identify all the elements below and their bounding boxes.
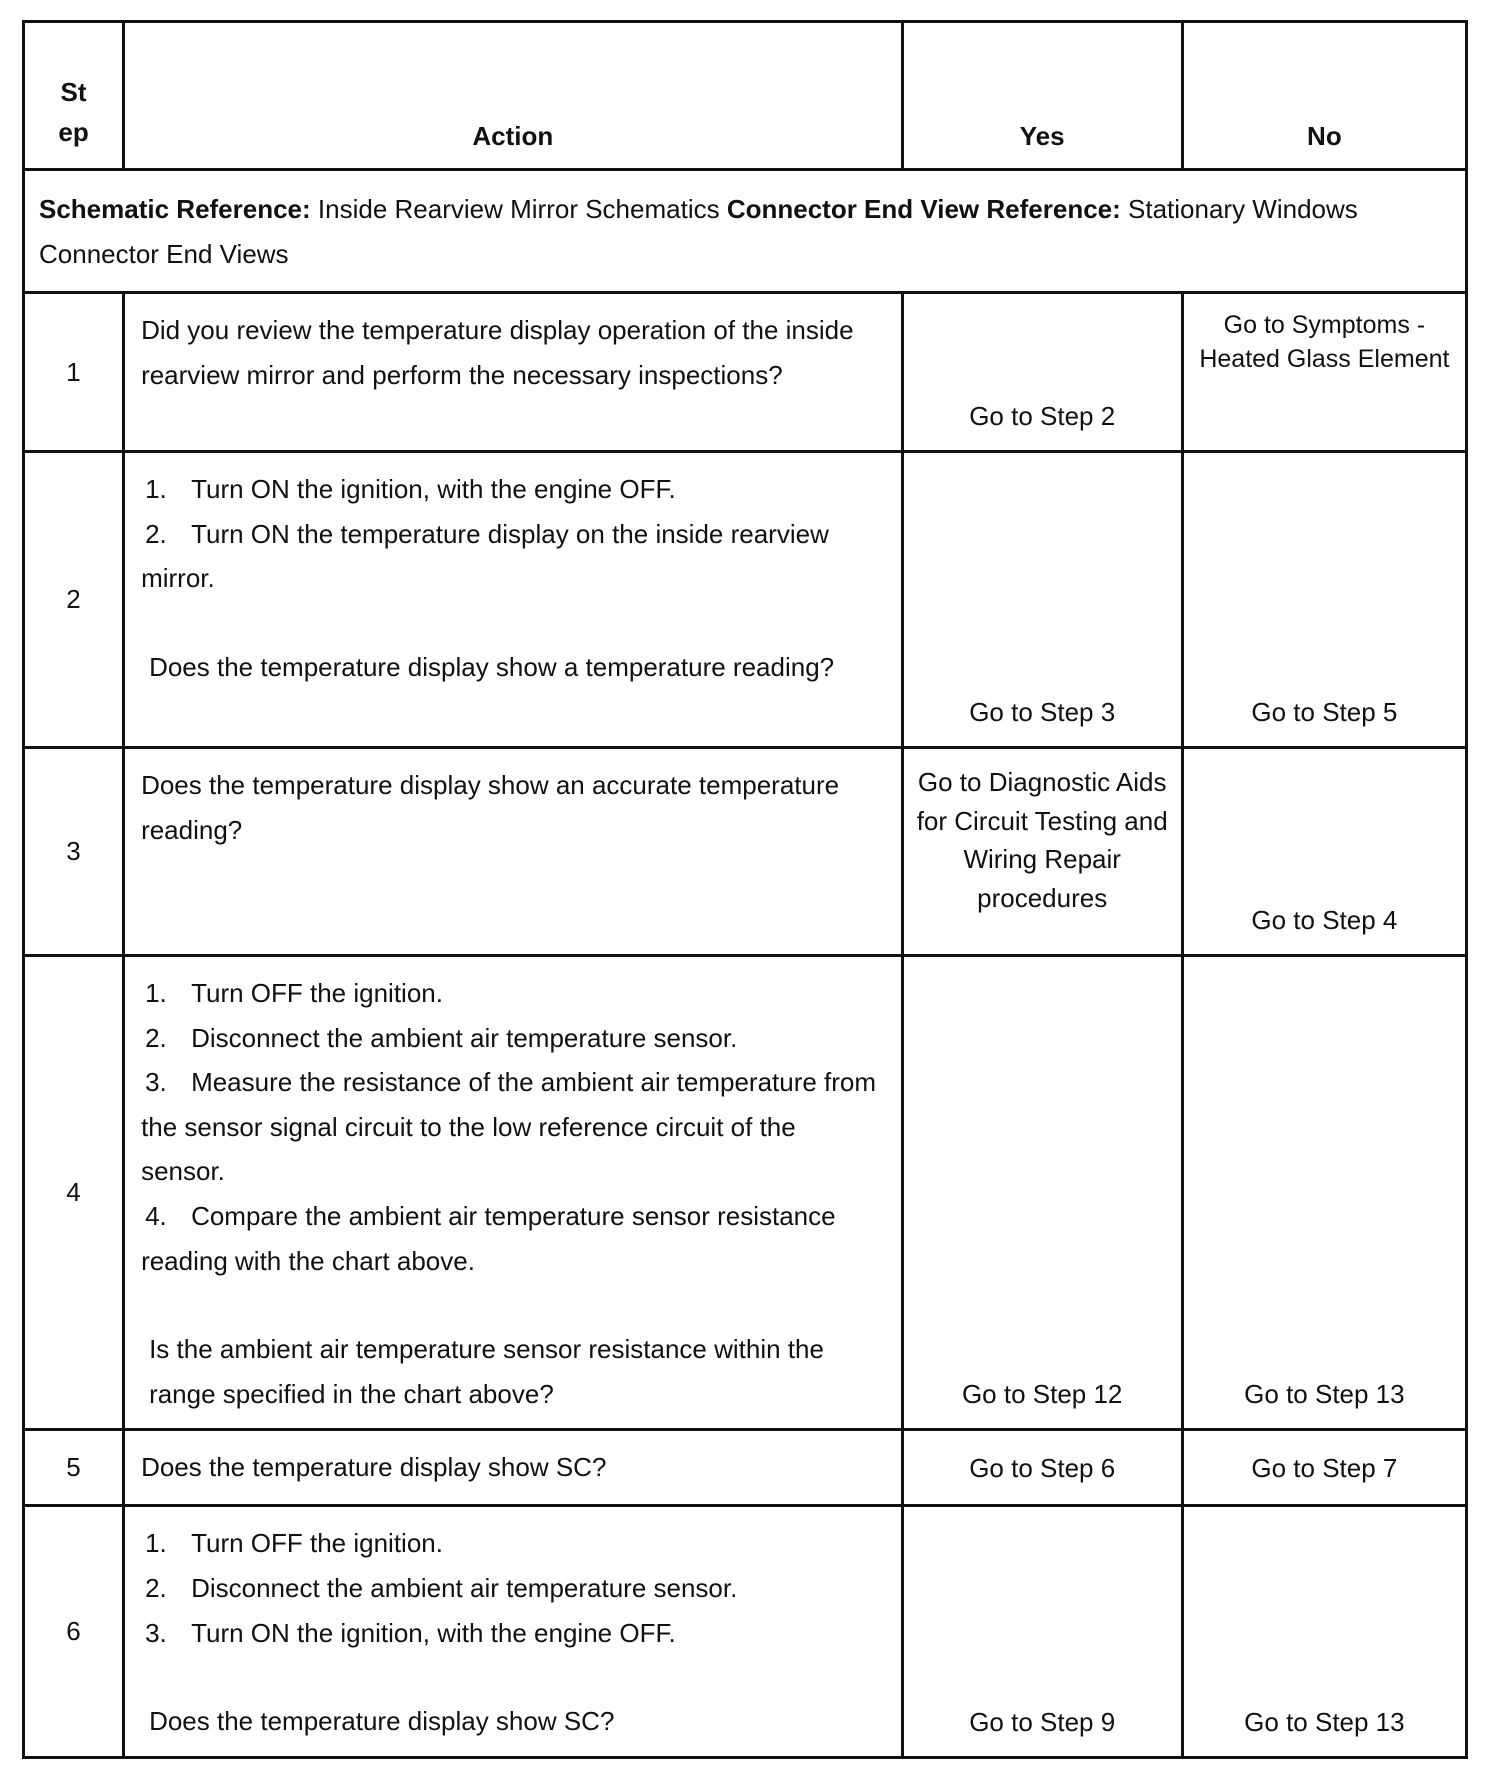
yes-result: Go to Diagnostic Aids for Circuit Testing and Wiring Repair procedures [902, 748, 1182, 956]
no-result: Go to Step 7 [1182, 1430, 1466, 1506]
action-item: 3. Measure the resistance of the ambient air temperature from the sensor signal circuit to the low reference circuit of the sensor. [141, 1067, 877, 1187]
schematic-reference-label: Schematic Reference: [39, 194, 311, 224]
no-result: Go to Step 13 [1182, 956, 1466, 1430]
step-number: 3 [24, 748, 124, 956]
action-cell [124, 956, 903, 1430]
action-item-text: Turn ON the ignition, with the engine OFF. [191, 1617, 676, 1648]
action-item-text: Turn ON the temperature display on the inside rearview mirror. [141, 518, 829, 594]
table-row [24, 452, 1467, 748]
header-action: Action [124, 22, 903, 170]
action-question: Is the ambient air temperature sensor resistance within the range specified in the chart above? [149, 1334, 832, 1409]
action-item: 2. Disconnect the ambient air temperature sensor. [145, 1022, 738, 1053]
action-item: 1. Turn OFF the ignition. [145, 1528, 443, 1559]
action-item: 4. Compare the ambient air temperature sensor resistance reading with the chart above. [141, 1200, 836, 1276]
header-no: No [1182, 22, 1466, 170]
step-number: 1 [24, 293, 124, 452]
action-question: Does the temperature display show SC? [141, 1451, 607, 1482]
yes-result: Go to Step 3 [902, 452, 1182, 748]
action-cell [124, 748, 903, 956]
yes-result: Go to Step 2 [902, 293, 1182, 452]
table-row [24, 748, 1467, 956]
reference-cell [24, 170, 1467, 293]
no-result: Go to Step 13 [1182, 1506, 1466, 1758]
action-item: 2. Disconnect the ambient air temperature sensor. [145, 1572, 738, 1603]
action-item-text: Measure the resistance of the ambient air temperature from the sensor signal circuit to the low reference circuit of the sensor. [141, 1067, 877, 1187]
reference-row [24, 170, 1467, 293]
diagnostic-table [22, 20, 1468, 1759]
action-question: Does the temperature display show a temperature reading? [149, 651, 835, 682]
table-row [24, 1430, 1467, 1506]
header-yes: Yes [902, 22, 1182, 170]
step-number: 4 [24, 956, 124, 1430]
action-item: 3. Turn ON the ignition, with the engine OFF. [145, 1617, 676, 1648]
action-cell [124, 293, 903, 452]
action-item: 1. Turn OFF the ignition. [145, 978, 443, 1008]
yes-result: Go to Step 6 [902, 1430, 1182, 1506]
connector-reference-label: Connector End View Reference: [726, 194, 1121, 224]
action-item-text: Disconnect the ambient air temperature sensor. [191, 1572, 738, 1603]
action-question: Does the temperature display show SC? [149, 1706, 615, 1737]
schematic-reference-value: Inside Rearview Mirror Schematics [317, 194, 720, 224]
action-item: 2. Turn ON the temperature display on the inside rearview mirror. [141, 518, 829, 594]
table-row [24, 1506, 1467, 1758]
header-row [24, 22, 1467, 170]
action-question: Did you review the temperature display operation of the inside rearview mirror and perform the necessary inspections? [141, 315, 861, 390]
no-result: Go to Step 5 [1182, 452, 1466, 748]
step-number: 6 [24, 1506, 124, 1758]
connector-reference-value: Stationary Windows Connector End Views [39, 194, 1358, 269]
table-row [24, 956, 1467, 1430]
action-item-text: Turn OFF the ignition. [191, 978, 443, 1008]
no-result: Go to Symptoms - Heated Glass Element [1182, 293, 1466, 452]
action-cell [124, 1506, 903, 1758]
yes-result: Go to Step 9 [902, 1506, 1182, 1758]
yes-result: Go to Step 12 [902, 956, 1182, 1430]
header-step: St ep [24, 22, 124, 170]
action-item-text: Disconnect the ambient air temperature sensor. [191, 1022, 738, 1053]
action-item: 1. Turn ON the ignition, with the engine OFF. [145, 474, 676, 504]
action-item-text: Turn OFF the ignition. [191, 1528, 443, 1559]
action-question: Does the temperature display show an accurate temperature reading? [141, 770, 847, 845]
action-cell [124, 1430, 903, 1506]
no-result: Go to Step 4 [1182, 748, 1466, 956]
table-row [24, 293, 1467, 452]
action-item-text: Compare the ambient air temperature sensor resistance reading with the chart above. [141, 1200, 836, 1276]
step-number: 5 [24, 1430, 124, 1506]
action-cell [124, 452, 903, 748]
step-number: 2 [24, 452, 124, 748]
action-item-text: Turn ON the ignition, with the engine OFF. [191, 474, 676, 504]
